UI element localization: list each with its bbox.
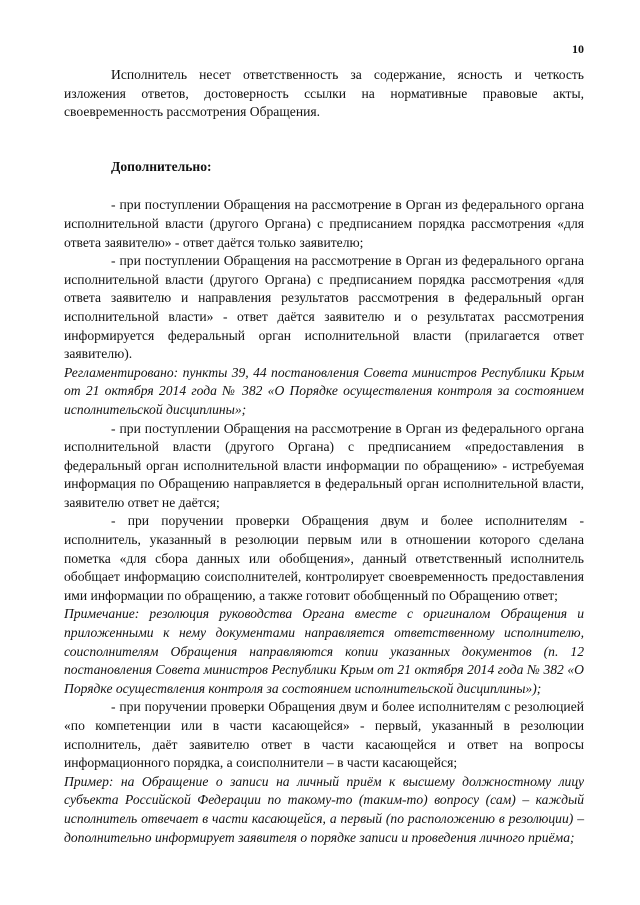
- page-number: 10: [572, 42, 584, 56]
- paragraph-federal-reply-and-results: - при поступлении Обращения на рассмотрение в Орган из федерального органа исполнительной власти (другого Органа) с предписанием порядка рассмотрения «для ответа заявителю и направления результатов рассмотрения в федеральный орган исполнительной власти» - ответ даётся заявителю и о результатах рассмотрения информируется федеральный орган исполнительной власти (прилагается ответ заявителю).: [64, 253, 584, 362]
- paragraph-federal-information-request: - при поступлении Обращения на рассмотрение в Орган из федерального органа исполнительной власти (другого Органа) с предписанием «предоставления в федеральный орган исполнительной власти информации по обращению» - истребуемая информация по Обращению направляется в федеральный орган исполнительной власти, заявителю ответ не даётся;: [64, 420, 584, 510]
- document-body: [64, 66, 584, 847]
- paragraph-federal-reply-applicant: - при поступлении Обращения на рассмотрение в Орган из федерального органа исполнительной власти (другого Органа) с предписанием порядка рассмотрения «для ответа заявителю» - ответ даётся только заявителю;: [64, 197, 584, 250]
- paragraph-multiple-executors: - при поручении проверки Обращения двум и более исполнителям - исполнитель, указанный в резолюции первым или в отношении которого сделана пометка «для сбора данных или обобщения», данный ответственный исполнитель обобщает информацию соисполнителей, контролирует своевременность предоставления ими информации по обращению, а также готовит обобщенный по Обращению ответ;: [64, 513, 584, 603]
- section-heading-additional: Дополнительно:: [111, 158, 212, 174]
- paragraph-regulated-note: Регламентировано: пункты 39, 44 постановления Совета министров Республики Крым от 21 октября 2014 года № 382 «О Порядке осуществления контроля за состоянием исполнительской дисциплины»;: [64, 364, 584, 417]
- paragraph-competence-resolution: - при поручении проверки Обращения двум и более исполнителям с резолюцией «по компетенции или в части касающейся» - первый, указанный в резолюции исполнитель, даёт заявителю ответ в части касающейся и ответ на вопросы информационного порядка, а соисполнители – в части касающейся;: [64, 699, 584, 771]
- paragraph-example-note: Пример: на Обращение о записи на личный приём к высшему должностному лицу субъекта Российской Федерации по такому-то (таким-то) вопросу (сам) – каждый исполнитель отвечает в части касающейся, а первый (по расположению в резолюции) – дополнительно информирует заявителя о порядке записи и проведения личного приёма;: [64, 773, 584, 845]
- paragraph-responsibility: Исполнитель несет ответственность за содержание, ясность и четкость изложения ответов, достоверность ссылки на нормативные правовые акты, своевременность рассмотрения Обращения.: [64, 67, 584, 120]
- paragraph-remark-note: Примечание: резолюция руководства Органа вместе с оригиналом Обращения и приложенными к нему документами направляется ответственному исполнителю, соисполнителям Обращения направляются копии указанных документов (п. 12 постановления Совета министров Республики Крым от 21 октября 2014 года № 382 «О Порядке осуществления контроля за состоянием исполнительской дисциплины»);: [64, 606, 584, 696]
